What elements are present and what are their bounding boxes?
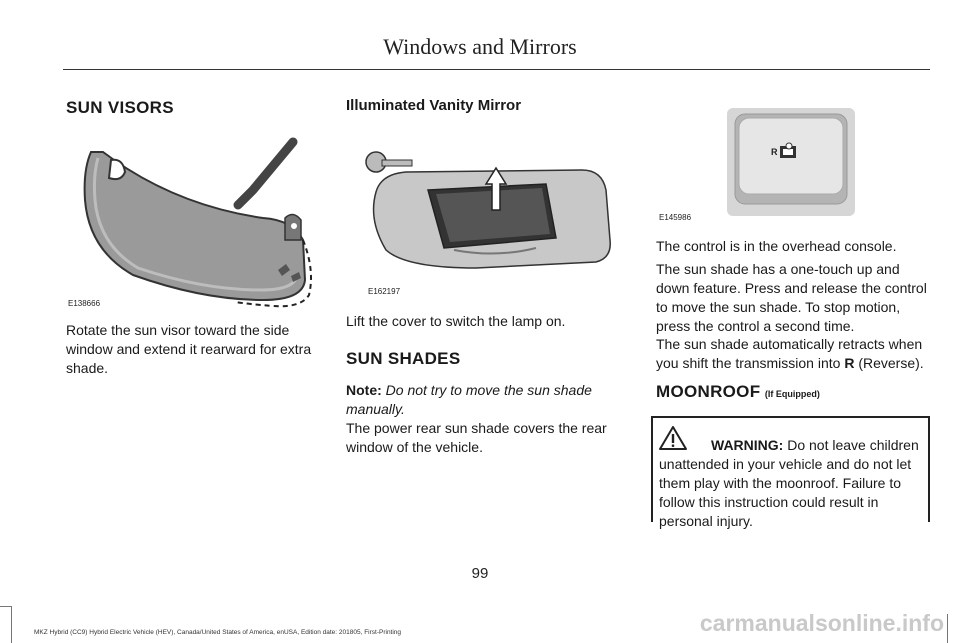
- warning-label: WARNING:: [711, 437, 784, 453]
- warning-box: [651, 416, 930, 529]
- sun-visor-figure: [63, 130, 335, 310]
- corner-mark-left-vertical: [11, 607, 12, 643]
- lamp-paragraph: Lift the cover to switch the lamp on.: [346, 313, 566, 329]
- note-label: Note:: [346, 382, 382, 398]
- overhead-control-figure: [651, 104, 930, 226]
- sun-visor-figure-code: E138666: [68, 299, 101, 308]
- warning-text: [659, 436, 931, 531]
- retract-bold: R: [844, 355, 855, 371]
- note-text: Do not try to move the sun shade manually.: [346, 382, 592, 417]
- page-header-title: Windows and Mirrors: [383, 34, 577, 59]
- corner-mark-right-vertical: [947, 614, 948, 643]
- control-location-paragraph: The control is in the overhead console.: [656, 238, 897, 254]
- moonroof-equipped-note: (If Equipped): [764, 389, 820, 399]
- moonroof-heading-text: MOONROOF: [656, 382, 761, 401]
- sun-shades-heading: SUN SHADES: [346, 349, 461, 368]
- overhead-control-illustration: [651, 104, 930, 226]
- watermark: carmanualsonline.info: [699, 610, 944, 636]
- sun-visors-heading: SUN VISORS: [66, 98, 174, 117]
- corner-mark-left-horizontal: [0, 606, 12, 607]
- reverse-r-glyph: R: [771, 147, 778, 157]
- footer-edition-text: MKZ Hybrid (CC9) Hybrid Electric Vehicle (HEV), Canada/United States of America, enUSA, Edition date: 201805, First-Printing: [34, 629, 402, 636]
- vanity-mirror-illustration: [346, 130, 618, 300]
- one-touch-paragraph: The sun shade has a one-touch up and down feature. Press and release the control to move the sun shade. To stop motion, press the control a second time.: [656, 261, 927, 334]
- sun-shade-note: [346, 381, 621, 419]
- header-rule: [63, 69, 930, 70]
- retract-paragraph: [656, 335, 932, 373]
- sun-visor-illustration: [63, 130, 335, 310]
- retract-text-post: (Reverse).: [854, 355, 924, 371]
- vanity-mirror-figure-code: E162197: [368, 287, 401, 296]
- rear-shade-paragraph: The power rear sun shade covers the rear window of the vehicle.: [346, 420, 607, 455]
- vanity-mirror-heading: Illuminated Vanity Mirror: [346, 97, 522, 114]
- sun-visor-paragraph: Rotate the sun visor toward the side window and extend it rearward for extra shade.: [66, 322, 312, 376]
- vanity-mirror-figure: [346, 130, 618, 300]
- retract-text-pre: The sun shade automatically retracts when you shift the transmission into: [656, 336, 923, 371]
- page-number: 99: [471, 565, 489, 582]
- moonroof-heading: [656, 382, 820, 402]
- overhead-control-figure-code: E145986: [659, 213, 692, 222]
- warning-body: Do not leave children unattended in your vehicle and do not let them play with the moonroof. Failure to follow this instruction could result in personal injury.: [659, 437, 919, 529]
